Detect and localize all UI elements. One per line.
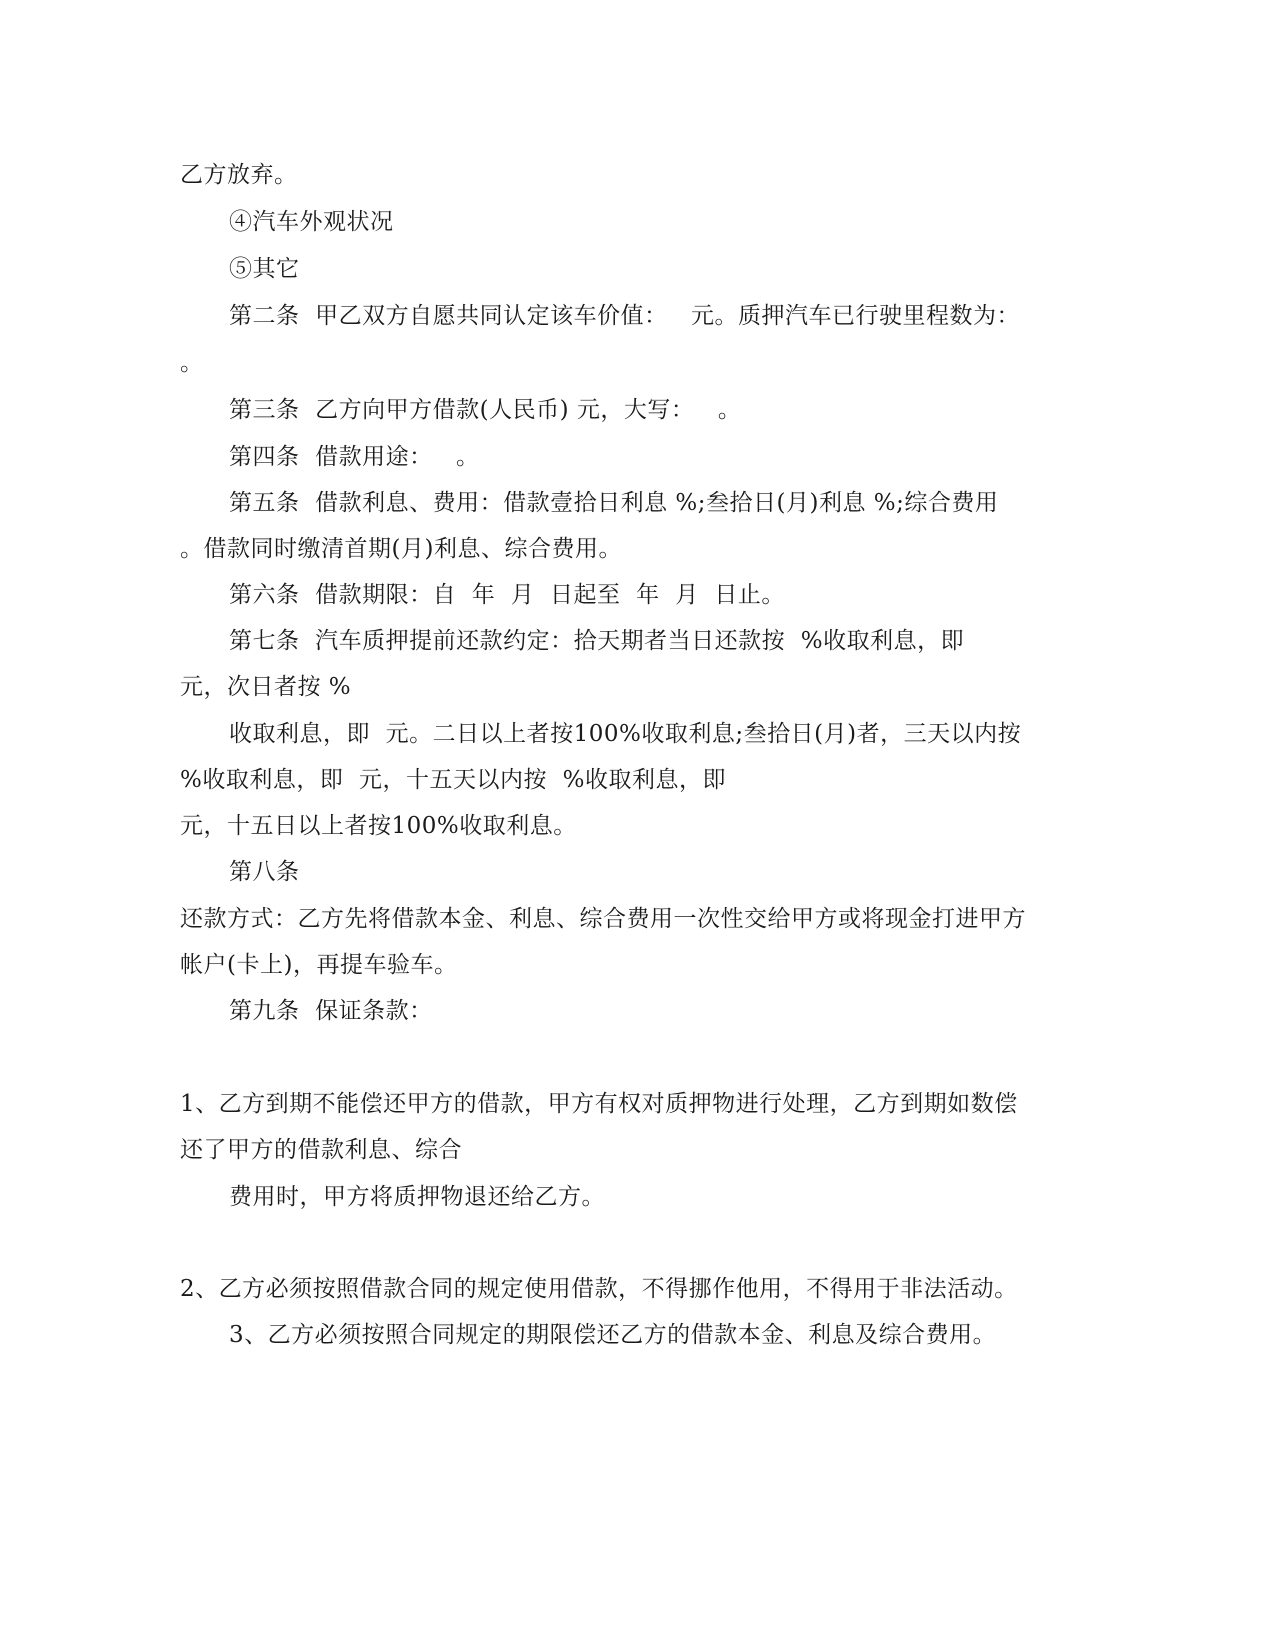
text-line: 第三条 乙方向甲方借款(人民币) 元，大写： 。: [229, 397, 742, 423]
text-line: 1、乙方到期不能偿还甲方的借款，甲方有权对质押物进行处理，乙方到期如数偿: [180, 1091, 1018, 1117]
text-line: 帐户(卡上)，再提车验车。: [180, 952, 458, 978]
text-line: 第九条 保证条款：: [229, 998, 433, 1024]
text-line: 第七条 汽车质押提前还款约定：拾天期者当日还款按 %收取利息，即: [229, 628, 965, 654]
text-line: 第二条 甲乙双方自愿共同认定该车价值： 元。质押汽车已行驶里程数为：: [229, 303, 1021, 329]
text-line: 费用时，甲方将质押物退还给乙方。: [229, 1184, 605, 1210]
text-line: 。: [180, 350, 204, 376]
text-line: 第五条 借款利息、费用：借款壹拾日利息 %;叁拾日(月)利息 %;综合费用: [229, 490, 999, 516]
text-line: %收取利息，即 元，十五天以内按 %收取利息，即: [180, 767, 726, 793]
text-line: 收取利息，即 元。二日以上者按100%收取利息;叁拾日(月)者，三天以内按: [229, 721, 1022, 747]
text-line: 还了甲方的借款利息、综合: [180, 1137, 462, 1163]
text-line: ④汽车外观状况: [229, 209, 394, 235]
text-line: 元，十五日以上者按100%收取利息。: [180, 813, 577, 839]
text-line: 还款方式：乙方先将借款本金、利息、综合费用一次性交给甲方或将现金打进甲方: [180, 906, 1026, 932]
text-line: 第四条 借款用途： 。: [229, 444, 480, 470]
text-line: 。借款同时缴清首期(月)利息、综合费用。: [180, 536, 622, 562]
text-line: ⑤其它: [229, 256, 300, 282]
text-line: 元，次日者按 %: [180, 674, 352, 700]
text-line: 第六条 借款期限：自 年 月 日起至 年 月 日止。: [229, 582, 785, 608]
text-line: 3、乙方必须按照合同规定的期限偿还乙方的借款本金、利息及综合费用。: [229, 1322, 997, 1348]
text-line: 乙方放弃。: [180, 162, 298, 188]
text-line: 第八条: [229, 859, 300, 885]
text-line: 2、乙方必须按照借款合同的规定使用借款，不得挪作他用，不得用于非法活动。: [180, 1276, 1018, 1302]
